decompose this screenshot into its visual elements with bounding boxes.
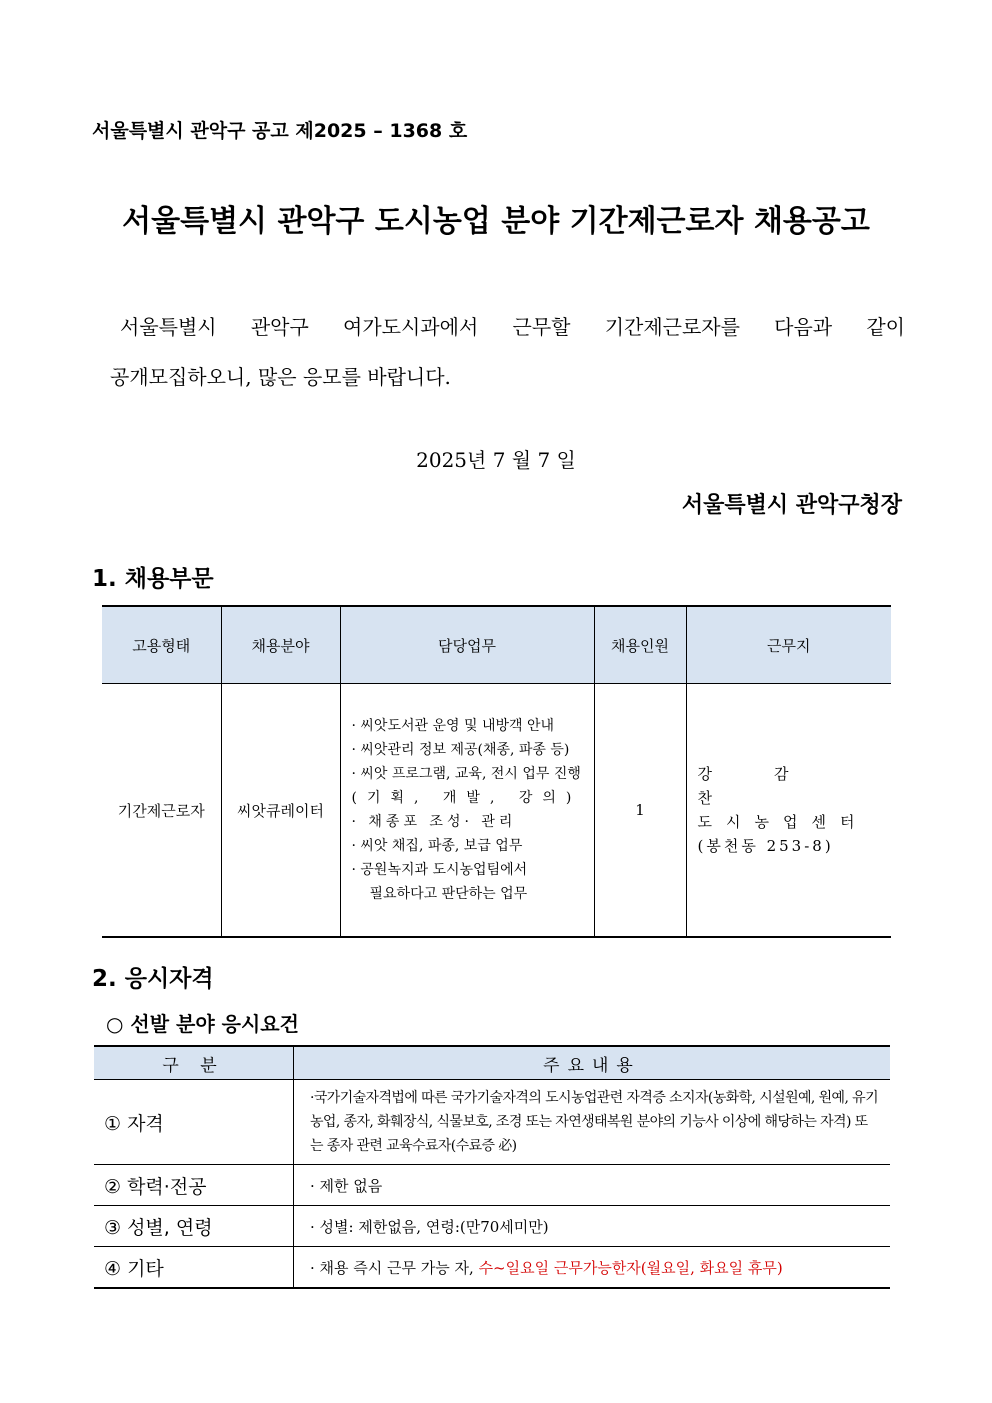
row-label-gender-age: ③ 성별, 연령 [94, 1206, 294, 1247]
section-1-heading: 1. 채용부문 [92, 566, 214, 592]
workplace [688, 762, 891, 858]
section-2-heading: 2. 응시자격 [92, 966, 214, 992]
qualification-text: ·국가기술자격법에 따른 국가기술자격의 도시농업관련 자격증 소지자(농화학, 시설원예, 원예, 유기농업, 종자, 화훼장식, 식물보호, 조경 또는 자연생태복원 분야의 기능사 이상에 해당하는 자격) 또는 종자 관련 교육수료자(수료증 必) [310, 1090, 879, 1154]
qualification-row [94, 1080, 890, 1165]
duty-item: · 공원녹지과 도시농업팀에서 [351, 862, 528, 878]
qualification-row [94, 1206, 890, 1247]
duty-item: · 씨앗관리 정보 제공(채종, 파종 등) [351, 742, 570, 758]
duty-item: 필요하다고 판단하는 업무 [369, 886, 528, 902]
qualification-table [94, 1045, 890, 1289]
row-label-qualification: ① 자격 [94, 1080, 294, 1165]
header-workplace: 근무지 [686, 606, 891, 684]
recruitment-table [102, 605, 891, 938]
workplace-cell [686, 684, 891, 938]
notice-number: 서울특별시 관악구 공고 제2025 – 1368 호 [92, 120, 468, 142]
workplace-line-1: 강감찬 [697, 765, 851, 807]
intro-line-2: 공개모집하오니, 많은 응모를 바랍니다. [110, 365, 451, 389]
duties-list [342, 714, 593, 906]
recruitment-field: 씨앗큐레이터 [221, 684, 340, 938]
recruitment-header-row [102, 606, 891, 684]
qualification-row [94, 1165, 890, 1206]
workplace-line-3: (봉천동 253-8) [697, 837, 834, 855]
intro-line-1: 서울특별시 관악구 여가도시과에서 근무할 기간제근로자를 다음과 같이 [120, 315, 905, 339]
employment-type: 기간제근로자 [102, 684, 221, 938]
duties-cell [340, 684, 594, 938]
row-content-qualification [294, 1080, 891, 1165]
qualification-header-row [94, 1046, 890, 1080]
issuer: 서울특별시 관악구청장 [681, 493, 902, 518]
notice-date: 2025년 7 월 7 일 [416, 448, 576, 472]
qualification-row [94, 1247, 890, 1289]
header-field: 채용분야 [221, 606, 340, 684]
header-duties: 담당업무 [340, 606, 594, 684]
section-2-subheading: ○ 선발 분야 응시요건 [106, 1012, 299, 1036]
row-content-gender-age: · 성별: 제한없음, 연령:(만70세미만) [294, 1206, 891, 1247]
row-content-education: · 제한 없음 [294, 1165, 891, 1206]
duty-item: (기획, 개발, 강의) [351, 790, 582, 806]
duty-item: · 씨앗 프로그램, 교육, 전시 업무 진행 [351, 766, 581, 782]
row-label-other: ④ 기타 [94, 1247, 294, 1289]
duty-item: · 씨앗도서관 운영 및 내방객 안내 [351, 718, 555, 734]
header-headcount: 채용인원 [594, 606, 686, 684]
row-label-education: ② 학력·전공 [94, 1165, 294, 1206]
workplace-line-2: 도시농업센터 [697, 813, 869, 831]
row-content-other [294, 1247, 891, 1289]
duty-item: · 채종포 조성· 관리 [351, 814, 517, 830]
other-highlight: 수~일요일 근무가능한자(월요일, 화요일 휴무) [478, 1258, 783, 1277]
duty-item: · 씨앗 채집, 파종, 보급 업무 [351, 838, 523, 854]
other-text: · 채용 즉시 근무 가능 자, [310, 1258, 479, 1277]
header-category: 구 분 [94, 1046, 294, 1080]
headcount: 1 [594, 684, 686, 938]
header-main-content: 주요내용 [294, 1046, 891, 1080]
header-employment-type: 고용형태 [102, 606, 221, 684]
recruitment-row [102, 684, 891, 938]
document-title: 서울특별시 관악구 도시농업 분야 기간제근로자 채용공고 [122, 204, 870, 239]
